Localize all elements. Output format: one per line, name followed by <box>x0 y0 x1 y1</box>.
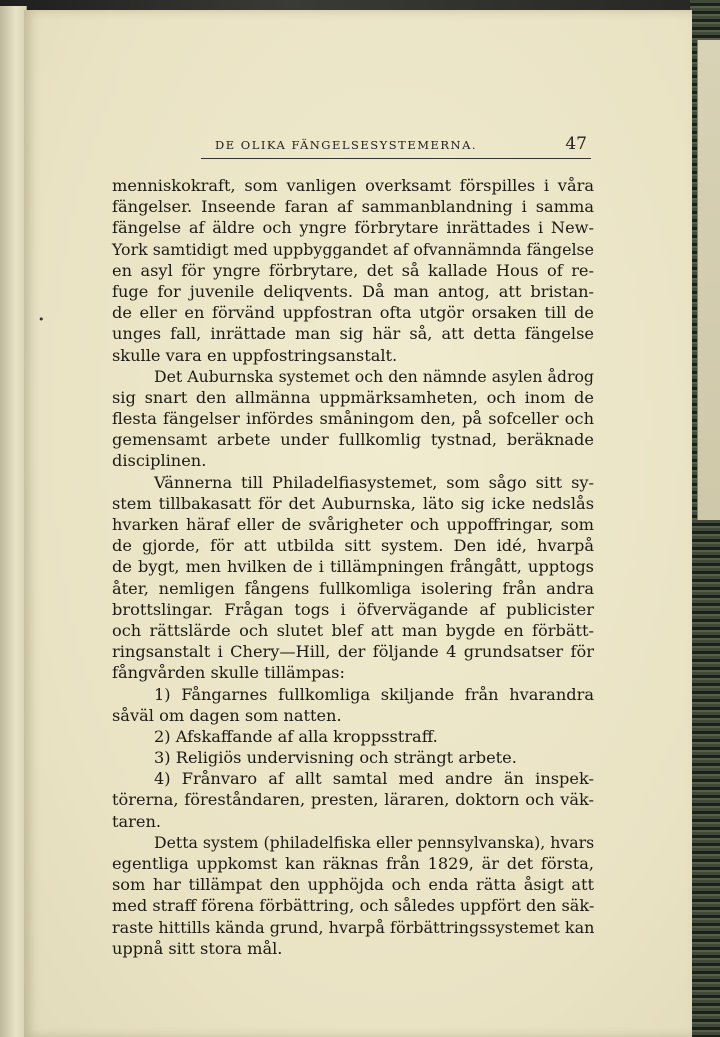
text-line: hvarken häraf eller de svårigheter och uppoffringar, som <box>112 515 594 534</box>
text-line: med straff förena förbättring, och således uppfört den säk- <box>112 896 595 916</box>
text-line: och rättslärde och slutet blef att man bygde en förbätt- <box>112 620 594 640</box>
text-line: fängelse af äldre och yngre förbrytare inrättades i New- <box>112 218 594 238</box>
text-line: Detta system (philadelfiska eller pennsylvanska), hvars <box>154 832 595 852</box>
text-line: som har tillämpat den upphöjda och enda rätta åsigt att <box>112 875 594 895</box>
text-line: flesta fängelser infördes småningom den, på sofceller och <box>112 409 594 429</box>
text-line: åter, nemligen fångens fullkomliga isolering från andra <box>112 578 594 598</box>
text-line: uppnå sitt stora mål. <box>112 938 283 958</box>
text-line: fuge for juvenile deliqvents. Då man antog, att bristan- <box>112 281 594 301</box>
adjacent-page-edge <box>697 40 720 520</box>
text-line: unges fall, inrättade man sig här så, att detta fängelse <box>112 324 594 344</box>
body-text <box>112 175 594 959</box>
text-line: fångvården skulle tillämpas: <box>112 663 345 683</box>
text-line: fängelser. Inseende faran af sammanblandning i samma <box>112 197 594 217</box>
text-line: törerna, föreståndaren, presten, läraren, doktorn och väk- <box>112 790 594 810</box>
running-head-title: DE OLIKA FÄNGELSESYSTEMERNA. <box>215 138 478 152</box>
text-line: brottslingar. Frågan togs i öfvervägande af publicister <box>112 599 594 619</box>
text-line: York samtidigt med uppbyggandet af ofvannämnda fängelse <box>112 239 594 259</box>
text-line: de bygt, men hvilken de i tillämpningen frångått, upptogs <box>112 557 594 577</box>
text-line: de eller en förvänd uppfostran ofta utgör orsaken till de <box>112 303 594 323</box>
text-line: Det Auburnska systemet och den nämnde asylen ådrog <box>154 366 594 386</box>
text-line: disciplinen. <box>112 451 207 471</box>
text-line: skulle vara en uppfostringsanstalt. <box>112 345 398 365</box>
text-line: de gjorde, för att utbilda sitt system. Den idé, hvarpå <box>112 536 594 556</box>
text-line: 2) Afskaffande af alla kroppsstraff. <box>154 726 438 746</box>
text-line: 4) Frånvaro af allt samtal med andre än inspek- <box>154 769 594 789</box>
book-gutter <box>0 6 27 1037</box>
text-line: ringsanstalt i Chery—Hill, der följande 4 grundsatser för <box>112 642 594 662</box>
text-line: Vännerna till Philadelfiasystemet, som sågo sitt sy- <box>154 472 594 492</box>
book-page <box>24 10 692 1037</box>
running-head <box>201 134 591 159</box>
text-line: en asyl för yngre förbrytare, det så kallade Hous of re- <box>112 260 594 280</box>
text-line: såväl om dagen som natten. <box>112 705 342 725</box>
text-line: egentliga uppkomst kan räknas från 1829, är det första, <box>112 854 594 873</box>
text-line: 3) Religiös undervisning och strängt arbete. <box>154 748 517 768</box>
text-line: gemensamt arbete under fullkomlig tystnad, beräknade <box>112 430 594 450</box>
text-line: 1) Fångarnes fullkomliga skiljande från hvarandra <box>154 684 594 704</box>
text-line: taren. <box>112 811 162 831</box>
margin-mark: • <box>38 313 45 326</box>
text-line: stem tillbakasatt för det Auburnska, läto sig icke nedslås <box>112 493 594 513</box>
text-line: sig snart den allmänna uppmärksamheten, och inom de <box>112 387 594 407</box>
text-line: menniskokraft, som vanligen overksamt förspilles i våra <box>112 176 594 195</box>
page-number: 47 <box>565 134 587 154</box>
text-line: raste hittills kända grund, hvarpå förbättringssystemet kan <box>112 917 595 937</box>
